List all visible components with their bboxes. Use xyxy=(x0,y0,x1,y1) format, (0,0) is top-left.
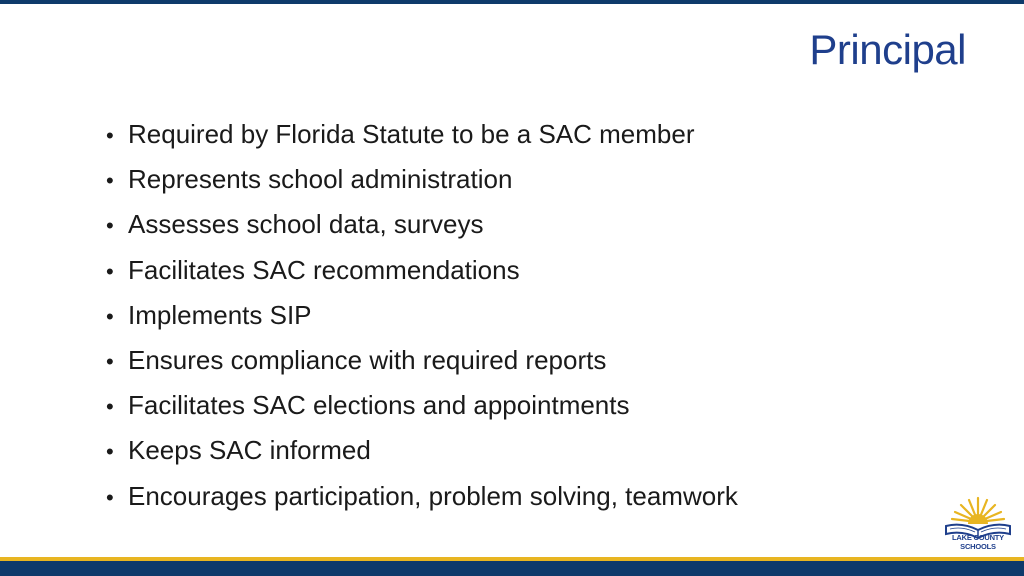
bullet-text: Implements SIP xyxy=(128,299,312,330)
bullet-icon: • xyxy=(106,303,114,329)
bullet-item xyxy=(106,383,738,428)
bullet-item xyxy=(106,112,738,157)
lake-county-schools-logo xyxy=(938,494,1018,552)
footer-navy-band xyxy=(0,561,1024,576)
bullet-text: Keeps SAC informed xyxy=(128,435,371,466)
bullet-icon: • xyxy=(106,484,114,510)
slide-title: Principal xyxy=(809,26,966,73)
logo-wordmark: LAKE COUNTY SCHOOLS xyxy=(952,533,1004,551)
bullet-text: Required by Florida Statute to be a SAC member xyxy=(128,119,695,149)
bullet-item xyxy=(106,202,738,247)
bullet-item xyxy=(106,474,738,519)
bullet-icon: • xyxy=(106,213,114,239)
bullet-text: Encourages participation, problem solving, teamwork xyxy=(128,480,738,511)
bullet-item xyxy=(106,248,738,293)
bullet-text: Ensures compliance with required reports xyxy=(128,344,607,375)
bullet-icon: • xyxy=(106,439,114,465)
bullet-item xyxy=(106,338,738,383)
bullet-text: Represents school administration xyxy=(128,164,513,195)
bullet-text: Facilitates SAC elections and appointments xyxy=(128,390,630,421)
bullet-text: Assesses school data, surveys xyxy=(128,209,484,240)
bullet-icon: • xyxy=(106,394,114,420)
bullet-item xyxy=(106,293,738,338)
bullet-item xyxy=(106,157,738,202)
bullet-icon: • xyxy=(106,168,114,194)
bullet-icon: • xyxy=(106,258,114,284)
bullet-icon: • xyxy=(106,348,114,374)
top-rule xyxy=(0,0,1024,4)
bullet-item xyxy=(106,428,738,473)
bullet-list xyxy=(106,112,738,519)
bullet-icon: • xyxy=(106,123,114,148)
bullet-text: Facilitates SAC recommendations xyxy=(128,254,520,285)
